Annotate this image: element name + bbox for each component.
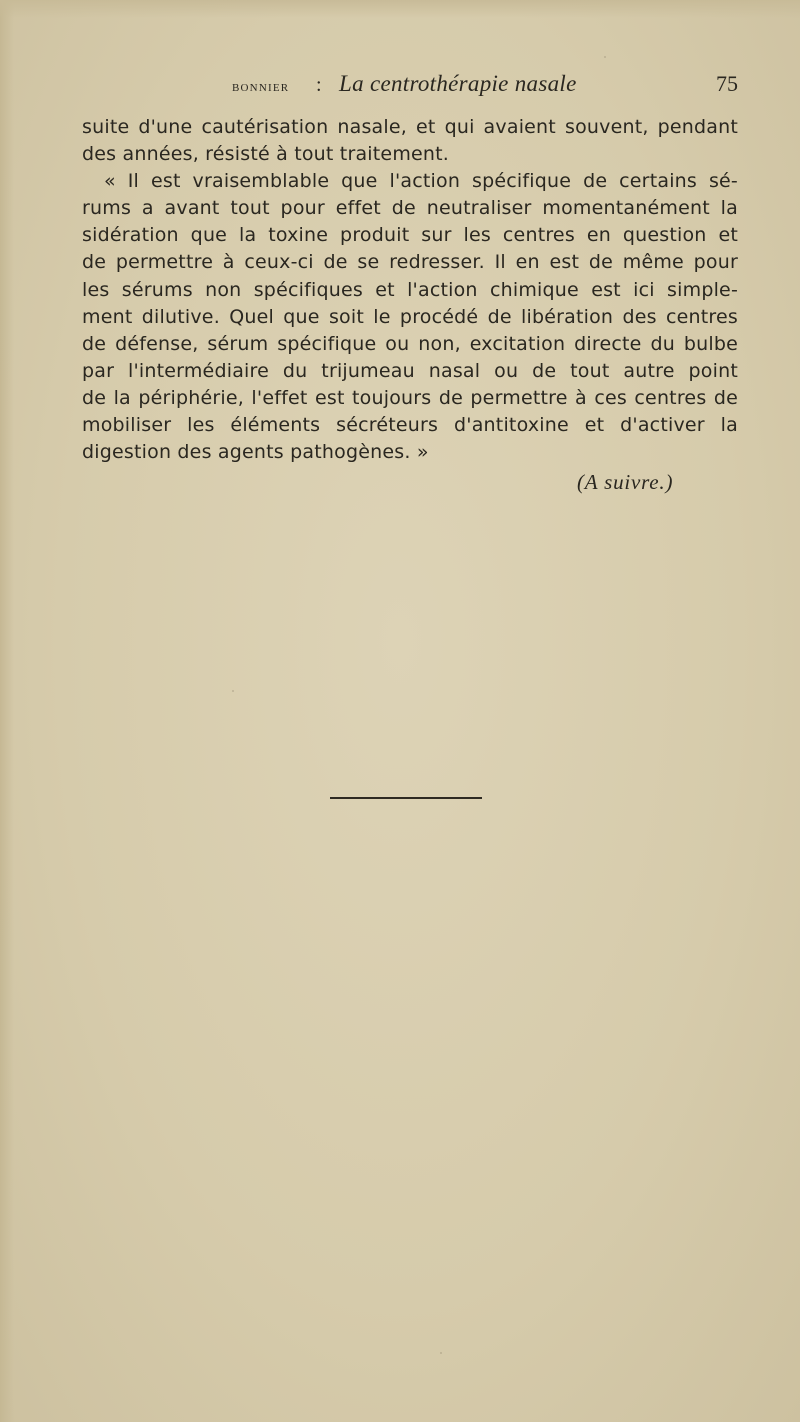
continuation-note: (A suivre.) bbox=[577, 470, 674, 494]
section-rule bbox=[330, 797, 482, 799]
running-head bbox=[0, 68, 800, 104]
page-edge-shadow bbox=[0, 0, 14, 1422]
body-text bbox=[82, 114, 738, 466]
running-head-separator: : bbox=[316, 74, 322, 96]
text-line: rums a avant tout pour effet de neutraliser momentanément la bbox=[82, 197, 738, 220]
text-line: des années, résisté à tout traitement. bbox=[82, 143, 450, 166]
page-number: 75 bbox=[716, 71, 738, 96]
text-line: mobiliser les éléments sécréteurs d'antitoxine et d'activer la bbox=[82, 414, 738, 437]
text-line: de défense, sérum spécifique ou non, excitation directe du bulbe bbox=[82, 332, 738, 355]
text-line: de la périphérie, l'effet est toujours de permettre à ces centres de bbox=[82, 386, 738, 409]
text-line: les sérums non spécifiques et l'action chimique est ici simple- bbox=[82, 278, 738, 301]
text-line: de permettre à ceux-ci de se redresser. Il en est de même pour bbox=[82, 251, 738, 274]
paper-speck bbox=[604, 56, 606, 58]
running-head-author: bonnier bbox=[232, 79, 290, 95]
running-head-title: La centrothérapie nasale bbox=[339, 71, 577, 96]
page-top-shadow bbox=[0, 0, 800, 18]
text-line: par l'intermédiaire du trijumeau nasal ou de tout autre point bbox=[82, 359, 738, 382]
text-line: « Il est vraisemblable que l'action spécifique de certains sé- bbox=[104, 170, 738, 193]
text-line: digestion des agents pathogènes. » bbox=[82, 441, 429, 464]
text-line: sidération que la toxine produit sur les centres en question et bbox=[82, 224, 738, 247]
paper-speck bbox=[440, 1352, 442, 1354]
text-line: suite d'une cautérisation nasale, et qui avaient souvent, pendant bbox=[82, 116, 738, 138]
paper-speck bbox=[232, 690, 234, 692]
text-line: ment dilutive. Quel que soit le procédé de libération des centres bbox=[82, 305, 738, 328]
